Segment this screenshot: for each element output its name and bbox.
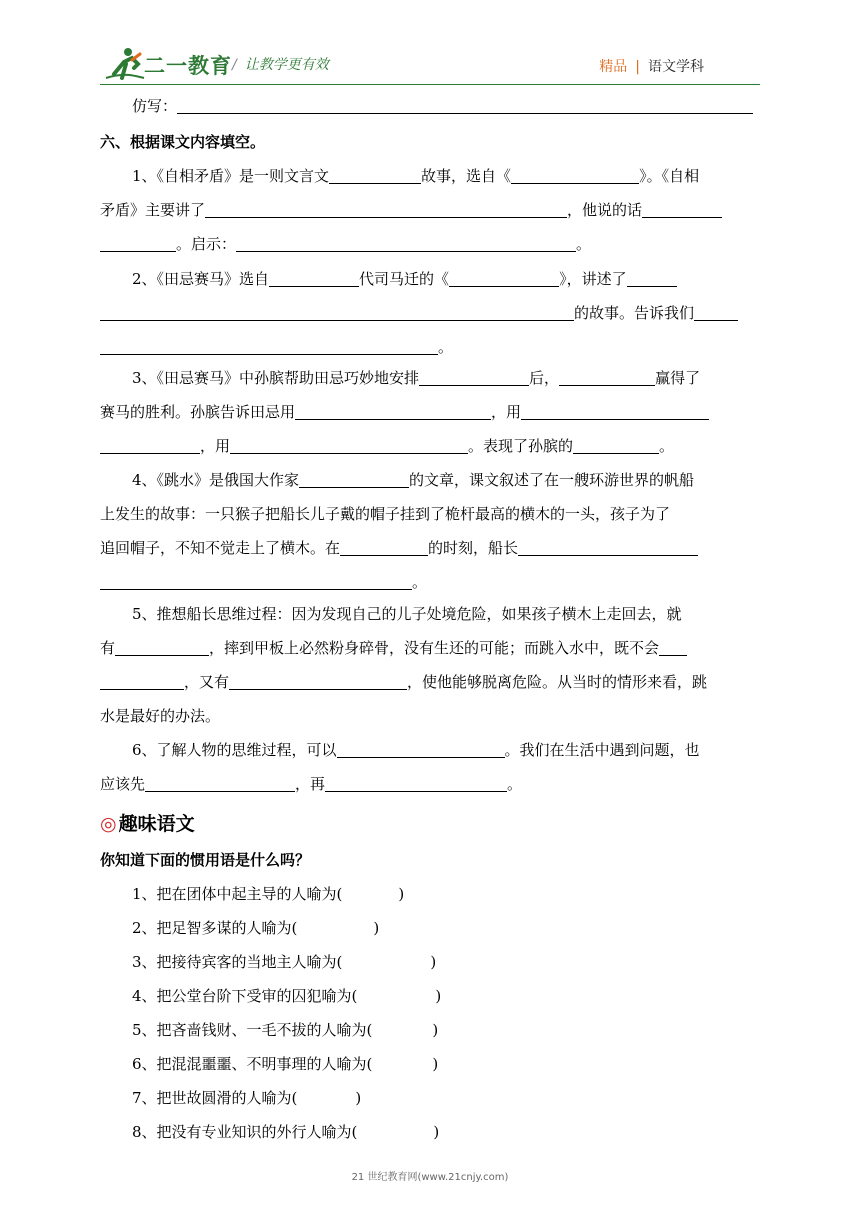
blank <box>642 201 722 218</box>
blank <box>449 270 559 287</box>
q2-line-3: 。 <box>100 337 762 357</box>
circle-mark-icon: ◎ <box>100 813 117 835</box>
q4-line-4: 。 <box>100 572 762 592</box>
blank <box>177 97 753 114</box>
q5-line-1: 5、推想船长思维过程：因为发现自己的儿子处境危险，如果孩子横木上走回去，就 <box>132 605 682 623</box>
q1-line-1: 1、《自相矛盾》是一则文言文 故事，选自《 》。《自相 <box>132 167 700 185</box>
blank <box>659 639 687 656</box>
blank <box>419 369 529 386</box>
q6-line-1: 6、了解人物的思维过程，可以 。我们在生活中遇到问题，也 <box>132 741 700 759</box>
blank <box>205 201 567 218</box>
blank <box>100 573 412 590</box>
q6-line-2: 应该先 ，再 。 <box>100 775 523 793</box>
q4-line-1: 4、《跳水》是俄国大作家 的文章，课文叙述了在一艘环游世界的帆船 <box>132 471 695 489</box>
fangxie-line: 仿写： <box>100 96 794 116</box>
q3-line-1: 3、《田忌赛马》中孙膑帮助田忌巧妙地安排 后， 赢得了 <box>132 369 701 387</box>
blank <box>100 673 184 690</box>
blank <box>325 775 507 792</box>
blank <box>236 235 576 252</box>
q3-line-2: 赛马的胜利。孙膑告诉田忌用 ，用 <box>100 402 762 422</box>
header-divider <box>100 84 760 85</box>
fun-item: 5、把吝啬钱财、一毛不拔的人喻为( ) <box>132 1021 439 1039</box>
page-footer: 21 世纪教育网(www.21cnjy.com) <box>351 1172 509 1183</box>
blank <box>559 369 655 386</box>
fun-chinese-title: ◎ 趣味语文 <box>100 813 195 835</box>
q2-line-1: 2、《田忌赛马》选自 代司马迁的《 》，讲述了 <box>100 269 794 289</box>
blank <box>521 403 709 420</box>
page-header <box>0 0 860 92</box>
blank <box>230 437 468 454</box>
header-subject: 精品 | 语文学科 <box>599 59 704 75</box>
q2-line-2: 的故事。告诉我们 <box>100 303 762 323</box>
blank <box>100 304 574 321</box>
q5-line-3: ，又有 ，使他能够脱离危险。从当时的情形来看，跳 <box>100 672 762 692</box>
fun-item: 2、把足智多谋的人喻为( ) <box>132 919 380 937</box>
q1-line-3: 。启示： 。 <box>100 234 762 254</box>
fun-item: 7、把世故圆滑的人喻为( ) <box>132 1089 362 1107</box>
blank <box>511 167 639 184</box>
blank <box>518 539 698 556</box>
blank <box>145 775 295 792</box>
fun-item: 6、把混混噩噩、不明事理的人喻为( ) <box>132 1055 439 1073</box>
blank <box>340 539 428 556</box>
fun-item: 1、把在团体中起主导的人喻为( ) <box>132 885 405 903</box>
q1-line-2: 矛盾》主要讲了 ，他说的话 <box>100 200 762 220</box>
q3-line-3: ，用 。表现了孙膑的 。 <box>100 436 762 456</box>
fun-item: 3、把接待宾客的当地主人喻为( ) <box>132 953 437 971</box>
blank <box>299 471 409 488</box>
fun-item: 4、把公堂台阶下受审的囚犯喻为( ) <box>132 987 442 1005</box>
slogan: / 让教学更有效 <box>232 57 329 73</box>
blank <box>115 639 209 656</box>
logo-text: 二一教育 <box>144 54 232 78</box>
fun-question: 你知道下面的惯用语是什么吗？ <box>100 851 311 869</box>
blank <box>694 304 738 321</box>
blank <box>295 403 491 420</box>
quality-label: 精品 <box>599 59 628 75</box>
q5-line-4: 水是最好的办法。 <box>100 707 221 725</box>
blank <box>229 673 407 690</box>
blank <box>627 270 677 287</box>
blank <box>100 338 438 355</box>
blank <box>329 167 421 184</box>
q5-line-2: 有 ，摔到甲板上必然粉身碎骨，没有生还的可能；而跳入水中，既不会 <box>100 638 762 658</box>
blank <box>269 270 359 287</box>
q4-line-2: 上发生的故事：一只猴子把船长儿子戴的帽子挂到了桅杆最高的横木的一头，孩子为了 <box>100 505 671 523</box>
blank <box>573 437 659 454</box>
q4-line-3: 追回帽子，不知不觉走上了横木。在 的时刻，船长 <box>100 538 762 558</box>
section-6-title: 六、根据课文内容填空。 <box>100 133 266 151</box>
blank <box>100 235 176 252</box>
fun-item: 8、把没有专业知识的外行人喻为( ) <box>132 1123 440 1141</box>
blank <box>100 437 200 454</box>
subject-label: 语文学科 <box>648 59 704 75</box>
blank <box>337 741 505 758</box>
